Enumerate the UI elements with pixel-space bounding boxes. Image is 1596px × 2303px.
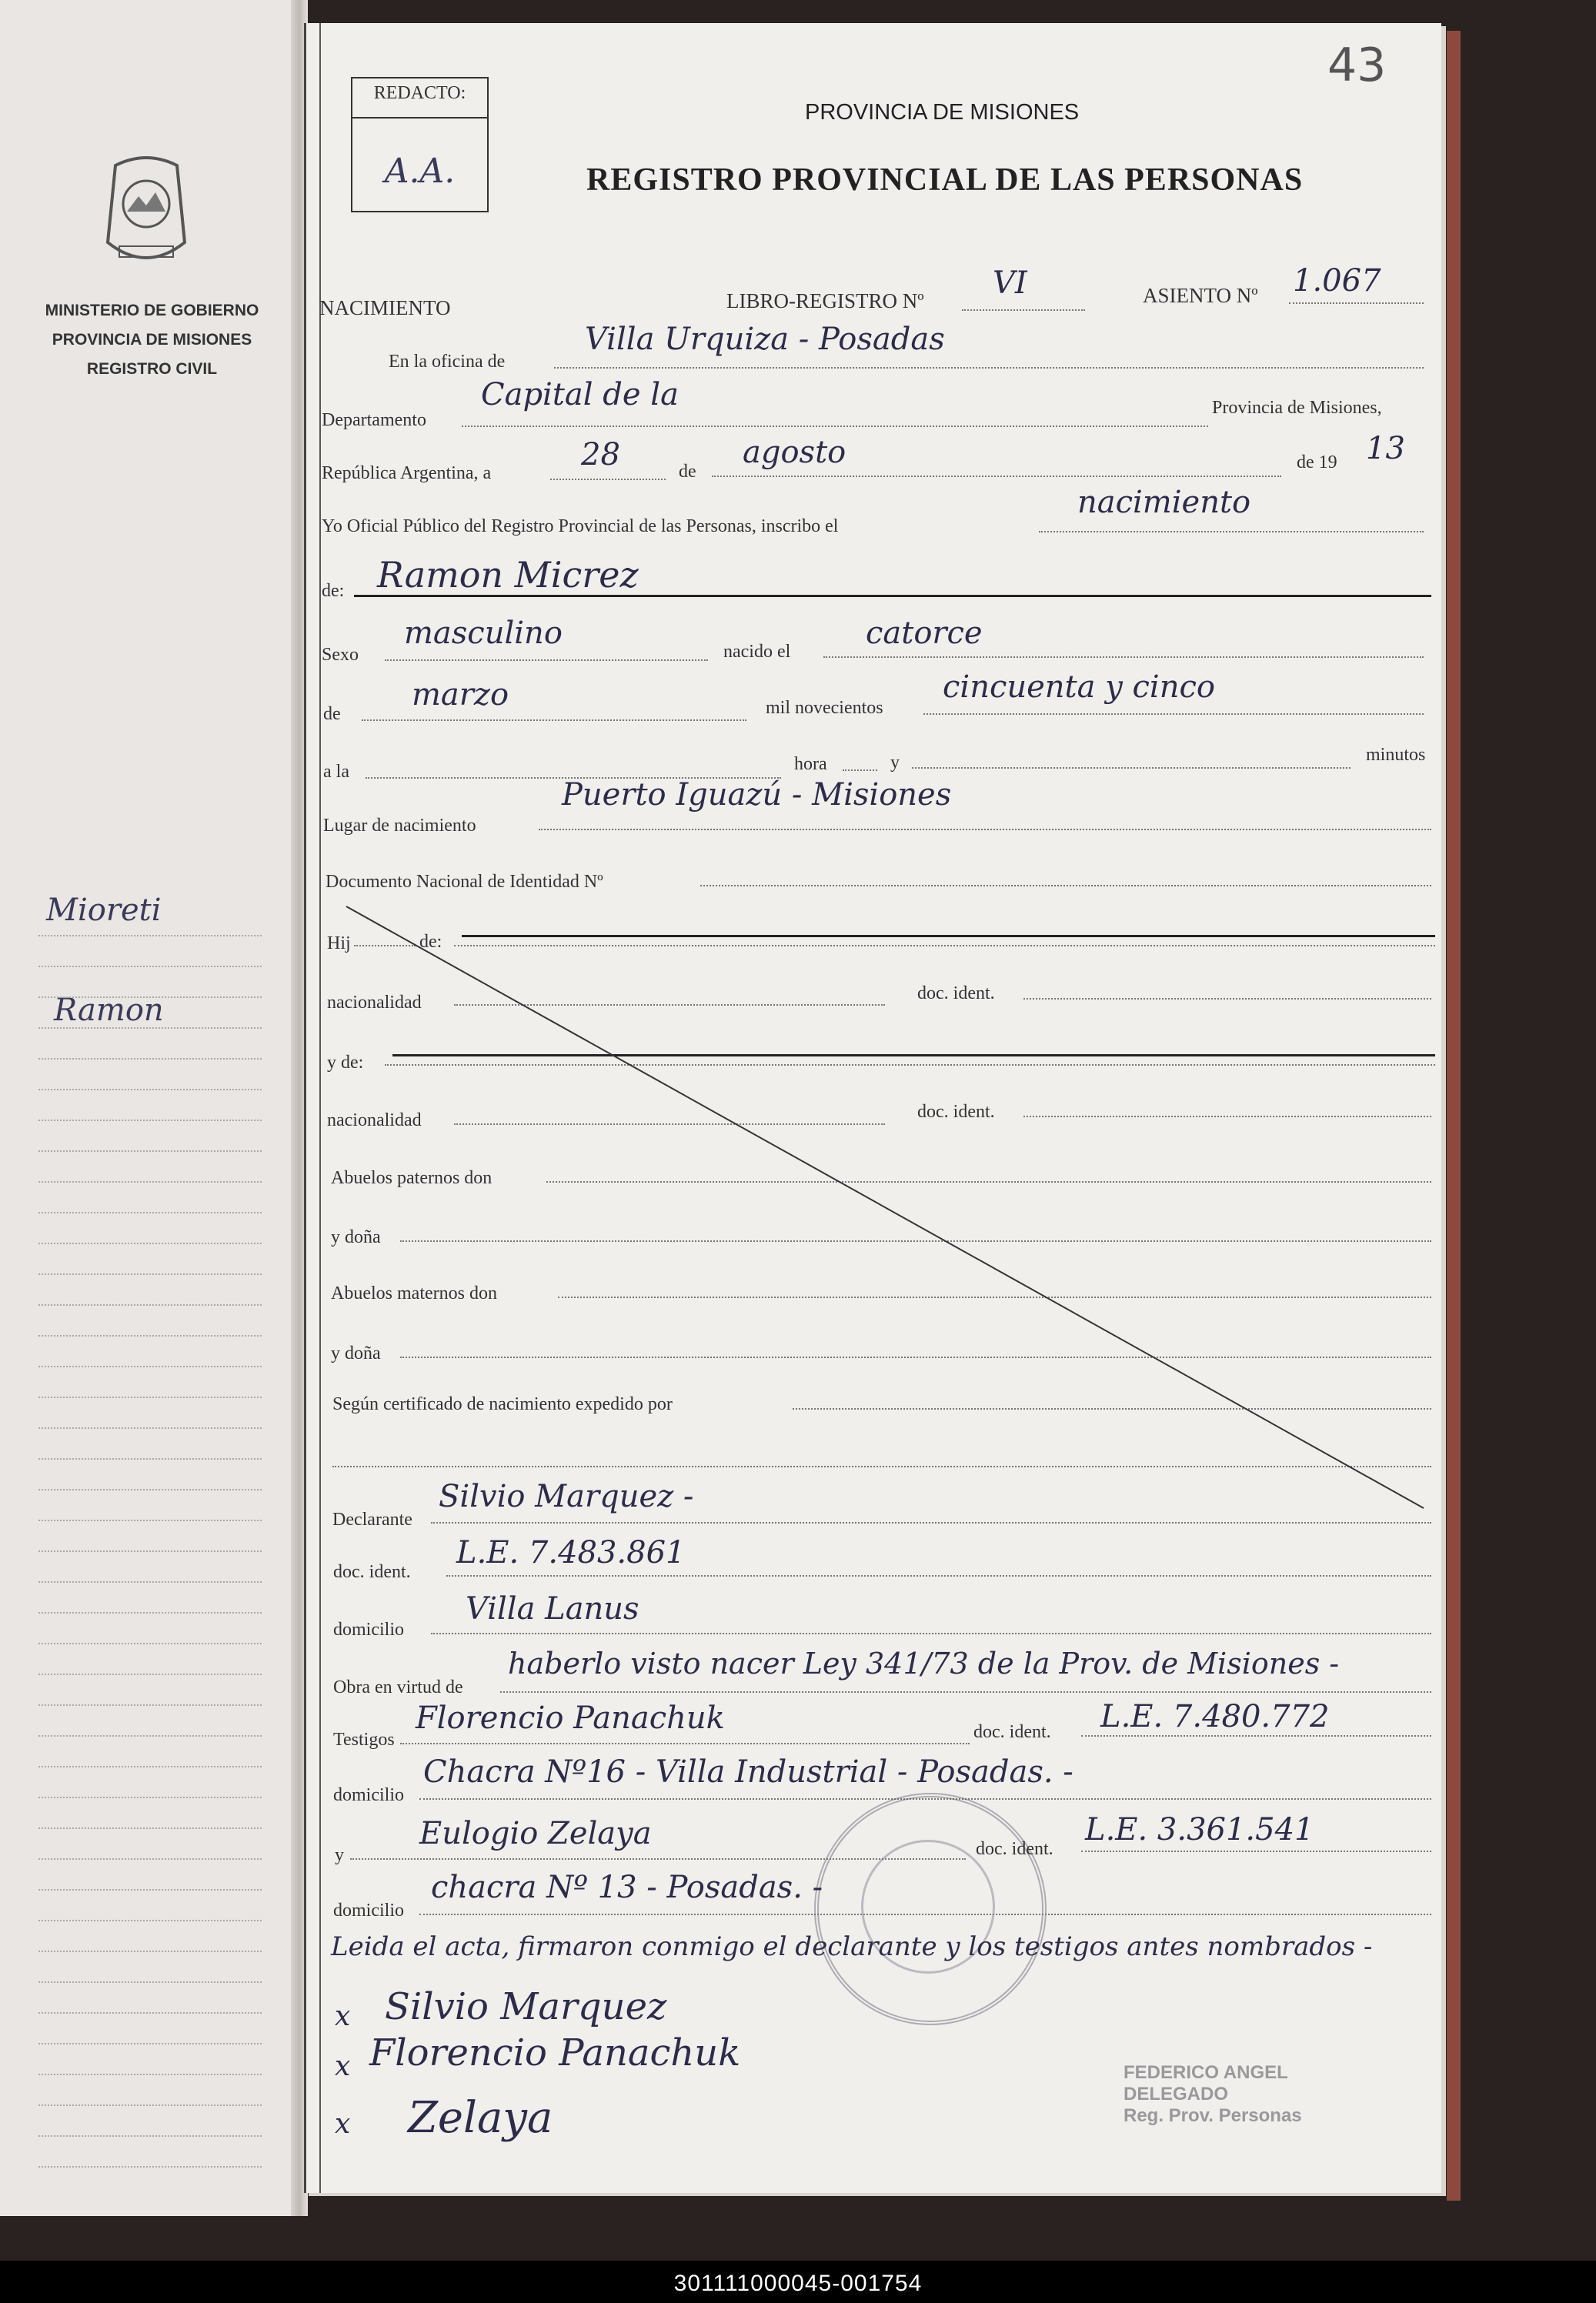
asiento-value: 1.067 — [1293, 263, 1381, 299]
acto-value: nacimiento — [1077, 485, 1251, 520]
official-round-stamp — [814, 1793, 1047, 2025]
y2-label: y — [335, 1845, 344, 1865]
stamp-line-1: FEDERICO ANGEL — [1124, 2062, 1288, 2083]
nacionalidad-label-1: nacionalidad — [327, 993, 422, 1013]
hij-de-label: de: — [419, 932, 442, 952]
nacido-value: catorce — [866, 616, 983, 651]
year-label: de 19 — [1297, 452, 1337, 472]
testigo2-doc-value: L.E. 3.361.541 — [1085, 1812, 1314, 1847]
ministry-line-1: MINISTERIO DE GOBIERNO — [45, 302, 259, 319]
y-dona-label-1: y doña — [331, 1227, 381, 1247]
ministry-line-3: REGISTRO CIVIL — [86, 360, 218, 378]
yo-oficial-label: Yo Oficial Público del Registro Provincial de las Personas, inscribo el — [322, 516, 839, 536]
month-value: agosto — [743, 435, 846, 470]
year-value: 13 — [1366, 431, 1405, 466]
y-label: y — [890, 753, 900, 773]
doc-ident-label-2: doc. ident. — [917, 1102, 995, 1122]
margin-surname: Mioreti — [46, 893, 162, 928]
republica-label: República Argentina, a — [322, 463, 492, 483]
signature-1: Silvio Marquez — [385, 1985, 667, 2028]
obra-value: haberlo visto nacer Ley 341/73 de la Prov. de Misiones - — [508, 1647, 1340, 1681]
testigos-label: Testigos — [333, 1730, 395, 1750]
declarante-domicilio-value: Villa Lanus — [466, 1591, 639, 1627]
y-dona-label-2: y doña — [331, 1343, 381, 1363]
redacto-value: A.A. — [384, 152, 456, 191]
firma-x-3: x — [335, 2108, 351, 2140]
doc-ident-label-3: doc. ident. — [333, 1562, 411, 1582]
lugar-value: Puerto Iguazú - Misiones — [562, 777, 952, 813]
sexo-value: masculino — [404, 616, 563, 651]
testigo2-domicilio-value: chacra Nº 13 - Posadas. - — [431, 1870, 823, 1905]
nacimiento-label: NACIMIENTO — [319, 296, 451, 319]
stamp-line-2: DELEGADO — [1124, 2084, 1229, 2104]
testigo1-domicilio-value: Chacra Nº16 - Villa Industrial - Posadas. - — [423, 1754, 1073, 1790]
testigo2-value: Eulogio Zelaya — [419, 1816, 652, 1851]
delegado-stamp — [1124, 2062, 1302, 2127]
signature-2: Florencio Panachuk — [369, 2031, 741, 2074]
departamento-value: Capital de la — [481, 377, 679, 412]
ala-label: a la — [323, 762, 349, 782]
sexo-label: Sexo — [322, 645, 359, 665]
doc-ident-label-4: doc. ident. — [973, 1722, 1051, 1742]
domicilio-label-1: domicilio — [333, 1620, 404, 1640]
margin-name: Ramon — [54, 993, 164, 1028]
testigo1-value: Florencio Panachuk — [416, 1701, 725, 1736]
doc-ident-label-5: doc. ident. — [976, 1839, 1053, 1859]
de2-label: de: — [322, 581, 345, 601]
obra-label: Obra en virtud de — [333, 1677, 463, 1697]
province-heading: PROVINCIA DE MISIONES — [805, 100, 1080, 125]
abuelos-maternos-label: Abuelos maternos don — [331, 1283, 497, 1303]
declarante-doc-value: L.E. 7.483.861 — [456, 1535, 686, 1570]
doc-ident-label-1: doc. ident. — [917, 983, 995, 1003]
mil-label: mil novecientos — [766, 698, 883, 718]
asiento-label: ASIENTO Nº — [1143, 284, 1258, 307]
minutos-label: minutos — [1366, 745, 1426, 765]
leida-value: Leida el acta, firmaron conmigo el declarante y los testigos antes nombrados - — [331, 1931, 1373, 1962]
hora-label: hora — [794, 754, 827, 774]
ministry-line-2: PROVINCIA DE MISIONES — [52, 331, 252, 349]
lugar-label: Lugar de nacimiento — [323, 816, 476, 836]
de-label: de — [679, 462, 696, 482]
libro-value: VI — [993, 265, 1027, 301]
dni-label: Documento Nacional de Identidad Nº — [326, 872, 603, 892]
segun-label: Según certificado de nacimiento expedido por — [332, 1394, 673, 1414]
redacto-label: REDACTO: — [373, 83, 466, 103]
nacionalidad-label-2: nacionalidad — [327, 1110, 422, 1130]
domicilio-label-3: domicilio — [333, 1901, 404, 1921]
libro-label: LIBRO-REGISTRO Nº — [726, 289, 924, 312]
domicilio-label-2: domicilio — [333, 1785, 404, 1805]
page-title: REGISTRO PROVINCIAL DE LAS PERSONAS — [586, 162, 1304, 198]
declarante-label: Declarante — [332, 1510, 412, 1530]
signature-3: Zelaya — [408, 2093, 553, 2143]
oficina-value: Villa Urquiza - Posadas — [585, 322, 945, 357]
declarante-value: Silvio Marquez - — [439, 1479, 694, 1514]
firma-x-1: x — [335, 2001, 351, 2032]
departamento-label: Departamento — [322, 410, 426, 430]
day-value: 28 — [581, 437, 620, 472]
y-de-label: y de: — [327, 1053, 364, 1073]
provincia-label: Provincia de Misiones, — [1212, 398, 1382, 418]
oficina-label: En la oficina de — [389, 352, 506, 372]
mes-nac-value: marzo — [412, 677, 509, 713]
firma-x-2: x — [335, 2051, 351, 2082]
stamp-line-3: Reg. Prov. Personas — [1124, 2105, 1302, 2126]
barcode-text: 301111000045-001754 — [673, 2271, 923, 2296]
testigo1-doc-value: L.E. 7.480.772 — [1100, 1699, 1330, 1734]
anio-nac-value: cincuenta y cinco — [943, 669, 1215, 705]
abuelos-paternos-label: Abuelos paternos don — [331, 1168, 492, 1188]
nacido-label: nacido el — [723, 642, 791, 662]
nombre-value: Ramon Micrez — [377, 554, 639, 596]
hij-label: Hij — [327, 933, 351, 953]
page-number: 43 — [1327, 38, 1387, 92]
de3-label: de — [323, 704, 341, 724]
